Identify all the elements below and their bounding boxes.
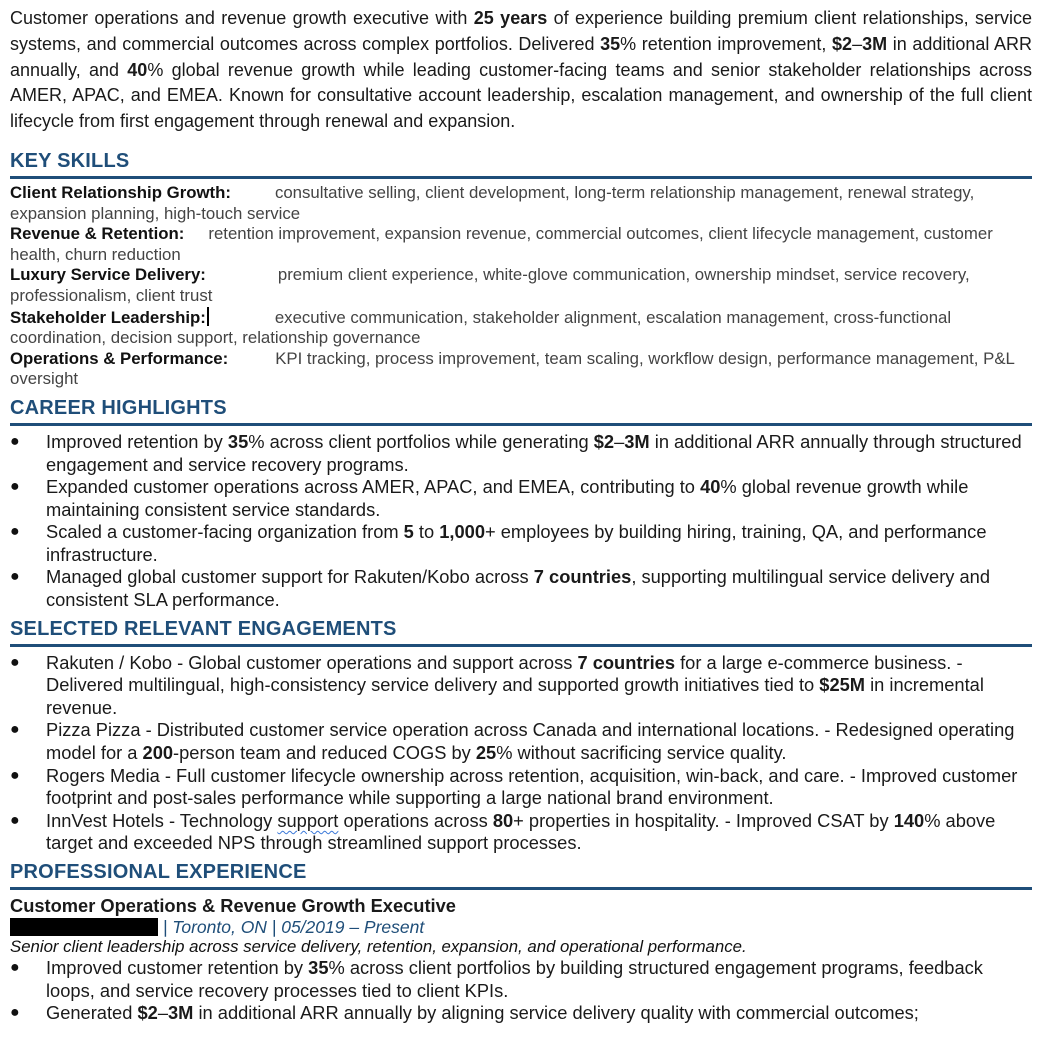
section-heading-engagements: SELECTED RELEVANT ENGAGEMENTS	[10, 615, 1032, 647]
skill-row[interactable]	[10, 307, 1032, 349]
item-bold: 140	[893, 809, 925, 831]
text-cursor	[207, 307, 209, 326]
item-text: Expanded customer operations across AMER, APAC, and EMEA, contributing to	[46, 476, 701, 498]
item-bold: 3M	[624, 430, 650, 452]
item-bold: $2	[137, 1002, 158, 1024]
section-heading-professional-experience: PROFESSIONAL EXPERIENCE	[10, 858, 1032, 890]
skill-name: Operations & Performance:	[10, 348, 229, 368]
summary-text: of experience building premium client relationships, service systems, and commercial outcomes across complex portfolios. Delivered	[10, 8, 1033, 54]
list-item[interactable]	[10, 521, 1032, 566]
redaction-bar	[10, 918, 158, 936]
item-text: Rakuten / Kobo - Global customer operations and support across	[46, 651, 578, 673]
item-bold: 35	[308, 957, 329, 979]
item-bold: 1,000	[439, 521, 485, 543]
engagements-list	[10, 652, 1032, 855]
item-text: for a large e-commerce business. - Delivered multilingual, high-consistency service delivery and supported growth initiatives tied to	[46, 651, 963, 696]
bullet-icon: ●	[10, 432, 20, 450]
skills-list	[10, 183, 1032, 390]
summary-text: –	[852, 33, 863, 54]
item-bold: 80	[492, 809, 514, 831]
skill-name: Revenue & Retention:	[10, 224, 185, 244]
job-description: Senior client leadership across service delivery, retention, expansion, and operational performance.	[10, 937, 747, 957]
skill-name: Client Relationship Growth:	[10, 182, 231, 202]
job-entry	[10, 895, 1032, 1025]
item-bold: 5	[403, 521, 414, 543]
skill-name: Luxury Service Delivery:	[10, 265, 206, 285]
summary-bold: 25 years	[473, 8, 548, 28]
item-text: InnVest Hotels - Technology	[46, 809, 278, 831]
list-item[interactable]	[10, 652, 1032, 720]
item-text: to	[413, 521, 440, 543]
item-bold: 3M	[167, 1002, 194, 1024]
summary-text: % retention improvement,	[620, 33, 833, 54]
summary-bold: 35	[600, 33, 621, 54]
item-text: % across client portfolios while generating	[248, 430, 594, 452]
job-title: Customer Operations & Revenue Growth Executive	[10, 895, 456, 917]
item-text: -person team and reduced COGS by	[173, 742, 476, 764]
item-bold: 40	[700, 476, 721, 498]
spellcheck-word[interactable]: support	[277, 809, 339, 831]
item-text: –	[614, 430, 625, 452]
item-text: operations across	[338, 809, 493, 831]
item-text: % without sacrificing service quality.	[496, 742, 787, 764]
item-bold: 35	[227, 430, 249, 452]
bullet-icon: ●	[10, 721, 20, 739]
item-text: in additional ARR annually by aligning service delivery quality with commercial outcomes;	[193, 1002, 919, 1024]
skill-value: retention improvement, expansion revenue, commercial outcomes, client lifecycle management, customer health, churn reduction	[10, 224, 993, 264]
job-location-date: | Toronto, ON | 05/2019 – Present	[158, 917, 425, 938]
item-text: % above target and exceeded NPS through streamlined support processes.	[46, 809, 996, 854]
list-item[interactable]	[10, 765, 1032, 810]
bullet-icon: ●	[10, 766, 20, 784]
skill-row[interactable]	[10, 224, 1032, 265]
job-bullets	[10, 957, 1032, 1025]
skill-value: premium client experience, white-glove communication, ownership mindset, service recovery, professionalism, client trust	[10, 265, 970, 305]
job-meta	[10, 917, 1032, 937]
item-text: + employees by building hiring, training, QA, and performance infrastructure.	[46, 521, 987, 565]
item-text: Improved retention by	[46, 430, 228, 452]
list-item[interactable]	[10, 1002, 1032, 1025]
item-bold: $25M	[819, 674, 866, 696]
summary-text: % global revenue growth while leading customer-facing teams and senior stakeholder relationships across AMER, APAC, and EMEA. Known for consultative account leadership, escalation management, and ownership of the full client lifecycle from first engagement through renewal and expansion.	[10, 59, 1032, 132]
item-bold: 7 countries	[533, 566, 632, 588]
bullet-icon: ●	[10, 523, 20, 541]
highlights-list	[10, 431, 1032, 612]
skill-name: Stakeholder Leadership:	[10, 307, 206, 327]
item-text: Improved customer retention by	[46, 957, 309, 979]
item-text: Managed global customer support for Rakuten/Kobo across	[46, 566, 534, 588]
item-bold: 25	[475, 742, 497, 764]
summary-bold: 3M	[862, 33, 888, 54]
skill-row[interactable]	[10, 349, 1032, 390]
summary-text: in additional ARR annually, and	[10, 33, 1033, 80]
section-heading-career-highlights: CAREER HIGHLIGHTS	[10, 394, 1032, 426]
bullet-icon: ●	[10, 478, 20, 496]
item-text: , supporting multilingual service delivery and consistent SLA performance.	[46, 566, 991, 611]
item-text: in incremental revenue.	[46, 674, 984, 718]
item-text: in additional ARR annually through structured engagement and service recovery programs.	[46, 430, 1022, 475]
item-text: –	[157, 1002, 168, 1024]
skill-value: executive communication, stakeholder alignment, escalation management, cross-functional coordination, decision support, relationship governance	[10, 307, 952, 348]
skill-row[interactable]	[10, 183, 1032, 224]
item-text: % across client portfolios by building structured engagement programs, feedback loops, and service recovery processes tied to client KPIs.	[46, 957, 983, 1001]
summary-bold: 40	[127, 59, 148, 80]
list-item[interactable]	[10, 476, 1032, 521]
list-item[interactable]	[10, 957, 1032, 1002]
item-bold: $2	[593, 430, 615, 452]
summary-bold: $2	[832, 33, 853, 54]
bullet-icon: ●	[10, 1004, 20, 1022]
item-bold: 7 countries	[577, 651, 675, 673]
item-text: % global revenue growth while maintaining consistent service standards.	[46, 476, 969, 520]
bullet-icon: ●	[10, 811, 20, 829]
skill-row[interactable]	[10, 265, 1032, 306]
item-text: Pizza Pizza - Distributed customer service operation across Canada and international locations. - Redesigned operating model for a	[46, 719, 1015, 764]
bullet-icon: ●	[10, 568, 20, 586]
section-heading-key-skills: KEY SKILLS	[10, 147, 1032, 179]
summary-paragraph	[10, 6, 1032, 135]
bullet-icon: ●	[10, 653, 20, 671]
item-bold: 200	[142, 742, 174, 764]
bullet-icon: ●	[10, 959, 20, 977]
skill-value: consultative selling, client development, long-term relationship management, renewal strategy, expansion planning, high-touch service	[10, 182, 975, 223]
list-item[interactable]	[10, 810, 1032, 855]
list-item[interactable]	[10, 431, 1032, 476]
item-text: Scaled a customer-facing organization from	[46, 521, 404, 543]
item-text: Generated	[46, 1002, 138, 1024]
summary-text: Customer operations and revenue growth executive with	[10, 8, 474, 28]
skill-value: KPI tracking, process improvement, team scaling, workflow design, performance management, P&L oversight	[10, 348, 1015, 389]
list-item[interactable]	[10, 566, 1032, 611]
list-item[interactable]	[10, 719, 1032, 764]
item-text: + properties in hospitality. - Improved CSAT by	[513, 809, 894, 831]
item-text: Rogers Media - Full customer lifecycle ownership across retention, acquisition, win-back, and care. - Improved customer footprint and post-sales performance while supporting a large national brand environment.	[46, 764, 1018, 809]
